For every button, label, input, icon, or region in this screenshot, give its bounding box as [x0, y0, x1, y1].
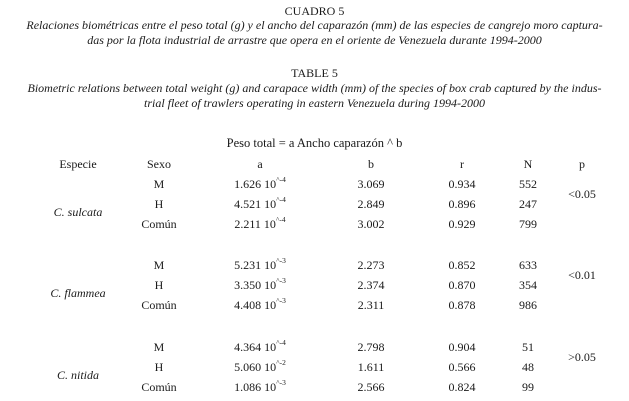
n-value-cell: 51: [522, 340, 534, 354]
header-especie: Especie: [59, 157, 97, 171]
b-value-cell: 1.611: [357, 360, 385, 374]
b-value-cell: 3.002: [357, 217, 385, 231]
n-value-cell: 247: [519, 197, 537, 211]
caption-en-label: TABLE 5: [291, 66, 338, 80]
n-value-cell: 633: [519, 258, 537, 272]
a-mantissa: 3.350 10: [234, 278, 277, 292]
sexo-cell: H: [154, 278, 164, 292]
species-name: C. flammea: [50, 286, 106, 300]
r-value-cell: 0.929: [448, 217, 476, 231]
a-mantissa: 5.060 10: [234, 360, 277, 374]
a-exponent: ^-3: [276, 256, 286, 265]
species-name: C. nitida: [56, 368, 99, 382]
caption-es-line2: das por la flota industrial de arrastre que opera en el oriente de Venezuela durante 1994-2000: [87, 33, 542, 47]
a-value-cell: [205, 380, 315, 394]
sexo-cell: H: [154, 360, 164, 374]
a-mantissa: 4.521 10: [234, 197, 277, 211]
a-mantissa: 1.626 10: [234, 177, 277, 191]
r-value-cell: 0.566: [448, 360, 476, 374]
n-value-cell: 354: [519, 278, 537, 292]
b-value-cell: 2.374: [357, 278, 385, 292]
sexo-cell: Común: [141, 217, 177, 231]
a-exponent: ^-3: [276, 296, 286, 305]
b-value-cell: 2.798: [357, 340, 385, 354]
header-a: a: [257, 157, 263, 171]
a-exponent: ^-4: [275, 215, 286, 224]
a-value-cell: [205, 298, 315, 312]
a-value-cell: [205, 217, 315, 231]
r-value-cell: 0.904: [448, 340, 476, 354]
a-exponent: ^-2: [276, 358, 286, 367]
a-exponent: ^-4: [276, 338, 286, 347]
a-value-cell: [205, 340, 315, 354]
r-value-cell: 0.852: [448, 258, 476, 272]
sexo-cell: M: [153, 177, 165, 191]
a-exponent: ^-3: [276, 378, 286, 387]
a-value-cell: [205, 278, 315, 292]
p-value: <0.01: [568, 268, 596, 282]
n-value-cell: 48: [522, 360, 534, 374]
b-value-cell: 2.273: [357, 258, 385, 272]
a-mantissa: 1.086 10: [234, 380, 277, 394]
header-n: N: [523, 157, 533, 171]
a-value-cell: [205, 197, 315, 211]
a-mantissa: 2.211 10: [234, 217, 276, 231]
r-value-cell: 0.934: [448, 177, 476, 191]
sexo-cell: Común: [141, 298, 177, 312]
r-value-cell: 0.896: [448, 197, 476, 211]
b-value-cell: 2.566: [357, 380, 385, 394]
header-p: p: [579, 157, 585, 171]
n-value-cell: 799: [519, 217, 537, 231]
header-sexo: Sexo: [147, 157, 171, 171]
caption-en-line2: trial fleet of trawlers operating in eastern Venezuela during 1994-2000: [144, 96, 485, 110]
a-value-cell: [205, 258, 315, 272]
a-value-cell: [205, 360, 315, 374]
a-exponent: ^-4: [276, 195, 286, 204]
header-b: b: [368, 157, 374, 171]
sexo-cell: M: [153, 340, 165, 354]
p-value: >0.05: [568, 350, 596, 364]
n-value-cell: 99: [522, 380, 534, 394]
a-exponent: ^-3: [276, 276, 286, 285]
a-exponent: ^-4: [276, 175, 286, 184]
caption-es-line1: Relaciones biométricas entre el peso total (g) y el ancho del caparazón (mm) de las especies de cangrejo moro captura-: [26, 18, 603, 32]
b-value-cell: 2.849: [357, 197, 385, 211]
n-value-cell: 552: [519, 177, 537, 191]
a-mantissa: 4.364 10: [234, 340, 277, 354]
caption-es-label: CUADRO 5: [284, 4, 345, 18]
r-value-cell: 0.824: [448, 380, 476, 394]
sexo-cell: M: [153, 258, 165, 272]
r-value-cell: 0.878: [448, 298, 476, 312]
n-value-cell: 986: [519, 298, 537, 312]
species-name: C. sulcata: [53, 205, 103, 219]
formula-heading: Peso total = a Ancho caparazón ^ b: [226, 136, 403, 150]
a-mantissa: 5.231 10: [234, 258, 277, 272]
sexo-cell: Común: [141, 380, 177, 394]
p-value: <0.05: [568, 187, 596, 201]
b-value-cell: 3.069: [357, 177, 385, 191]
header-r: r: [460, 157, 464, 171]
b-value-cell: 2.311: [357, 298, 385, 312]
a-mantissa: 4.408 10: [234, 298, 277, 312]
r-value-cell: 0.870: [448, 278, 476, 292]
a-value-cell: [205, 177, 315, 191]
caption-en-line1: Biometric relations between total weight (g) and carapace width (mm) of the species of box crab captured by the indus-: [27, 81, 602, 95]
sexo-cell: H: [154, 197, 164, 211]
